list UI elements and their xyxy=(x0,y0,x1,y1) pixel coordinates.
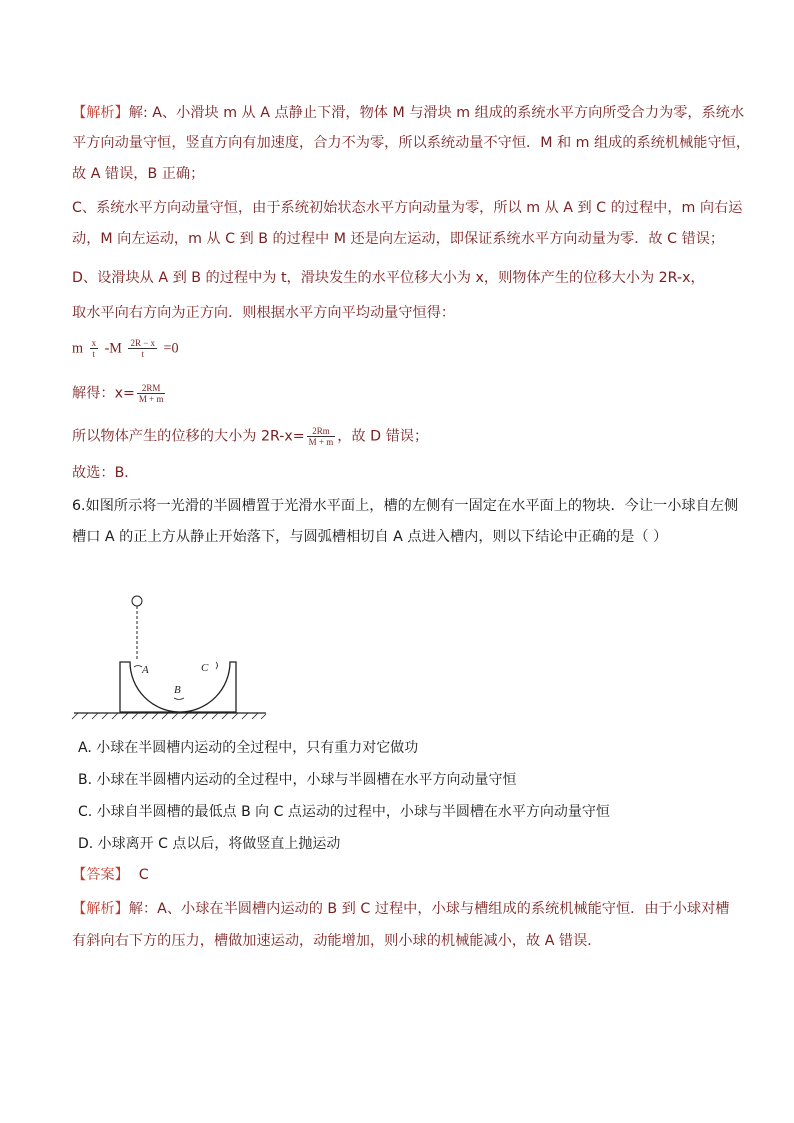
eq-term-M: -M xyxy=(104,340,122,357)
frac-den: M + m xyxy=(138,394,164,404)
analysis-line-2: 平方向动量守恒，竖直方向有加速度，合力不为零，所以系统动量不守恒．M 和 m 组成的系统机械能守恒， xyxy=(72,135,751,151)
analysis-line-5: 动，M 向左运动，m 从 C 到 B 的过程中 M 还是向左运动，即保证系统水平方向动量为零．故 C 错误； xyxy=(72,231,725,247)
solution-label: 解得：x= xyxy=(72,385,135,402)
frac-den: t xyxy=(92,349,96,359)
analysis2-tag: 【解析】 xyxy=(72,901,129,917)
analysis-line-3: 故 A 错误，B 正确； xyxy=(72,166,205,182)
analysis-text: 解: A、小滑块 m 从 A 点静止下滑，物体 M 与滑块 m 组成的系统水平方向所受合力为零，系统水 xyxy=(128,105,745,121)
answer-line xyxy=(72,865,149,885)
option-d: D. 小球离开 C 点以后，将做竖直上抛运动 xyxy=(78,836,341,852)
fraction-2rm xyxy=(137,383,166,404)
option-c: C. 小球自半圆槽的最低点 B 向 C 点运动的过程中，小球与半圆槽在水平方向动量守恒 xyxy=(78,804,610,820)
eq-term-m: m xyxy=(72,340,84,357)
solution-line xyxy=(72,383,167,404)
point-c-mark xyxy=(216,662,218,669)
answer-tag: 【答案】 xyxy=(72,867,129,883)
fraction-2r-minus-x-over-t xyxy=(128,338,157,359)
option-a: A. 小球在半圆槽内运动的全过程中，只有重力对它做功 xyxy=(78,740,419,756)
option-b: B. 小球在半圆槽内运动的全过程中，小球与半圆槽在水平方向动量守恒 xyxy=(78,772,517,788)
answer-value: C xyxy=(138,867,149,883)
question-6-line-2: 槽口 A 的正上方从静止开始落下，与圆弧槽相切自 A 点进入槽内，则以下结论中正确的是（ ） xyxy=(72,529,668,545)
displacement-line xyxy=(72,426,428,447)
label-a: A xyxy=(142,664,149,676)
frac-num: 2Rm xyxy=(307,426,336,437)
frac-den: t xyxy=(141,349,144,359)
analysis2-line-2: 有斜向右下方的压力，槽做加速运动，动能增加，则小球的机械能减小，故 A 错误． xyxy=(72,933,602,949)
displacement-label: 所以物体产生的位移的大小为 2R-x= xyxy=(72,428,305,445)
eq-equals-zero: =0 xyxy=(163,340,179,357)
analysis2-line-1 xyxy=(72,899,729,919)
ground-hatch xyxy=(72,713,266,719)
half-pipe-figure xyxy=(70,590,270,720)
frac-num: 2R − x xyxy=(130,338,156,348)
ball-icon xyxy=(132,596,142,606)
frac-num: 2RM xyxy=(137,383,166,394)
analysis-line-4: C、系统水平方向动量守恒，由于系统初始状态水平方向动量为零，所以 m 从 A 到 C 的过程中，m 向右运 xyxy=(72,200,743,216)
choice-line: 故选：B． xyxy=(72,465,139,481)
analysis-line-7: 取水平向右方向为正方向．则根据水平方向平均动量守恒得： xyxy=(72,305,456,321)
momentum-equation xyxy=(72,338,179,359)
analysis-line-6: D、设滑块从 A 到 B 的过程中为 t，滑块发生的水平位移大小为 x，则物体产生的位移大小为 2R-x， xyxy=(72,270,705,286)
analysis2-text: 解：A、小球在半圆槽内运动的 B 到 C 过程中，小球与槽组成的系统机械能守恒．由于小球对槽 xyxy=(128,901,730,917)
label-b: B xyxy=(174,684,181,696)
frac-num: x xyxy=(91,338,97,348)
fraction-2rm-lower xyxy=(307,426,336,447)
point-a-mark xyxy=(134,666,142,668)
analysis-line-1 xyxy=(72,103,744,123)
label-c: C xyxy=(201,662,209,674)
frac-den: M + m xyxy=(308,437,334,447)
point-b-mark xyxy=(174,698,184,700)
analysis-tag: 【解析】 xyxy=(72,105,129,121)
fraction-x-over-t xyxy=(90,338,99,359)
displacement-conclusion: ，故 D 错误； xyxy=(337,428,429,445)
question-6-line-1: 6.如图所示将一光滑的半圆槽置于光滑水平面上，槽的左侧有一固定在水平面上的物块．今让一小球自左侧 xyxy=(72,498,739,514)
